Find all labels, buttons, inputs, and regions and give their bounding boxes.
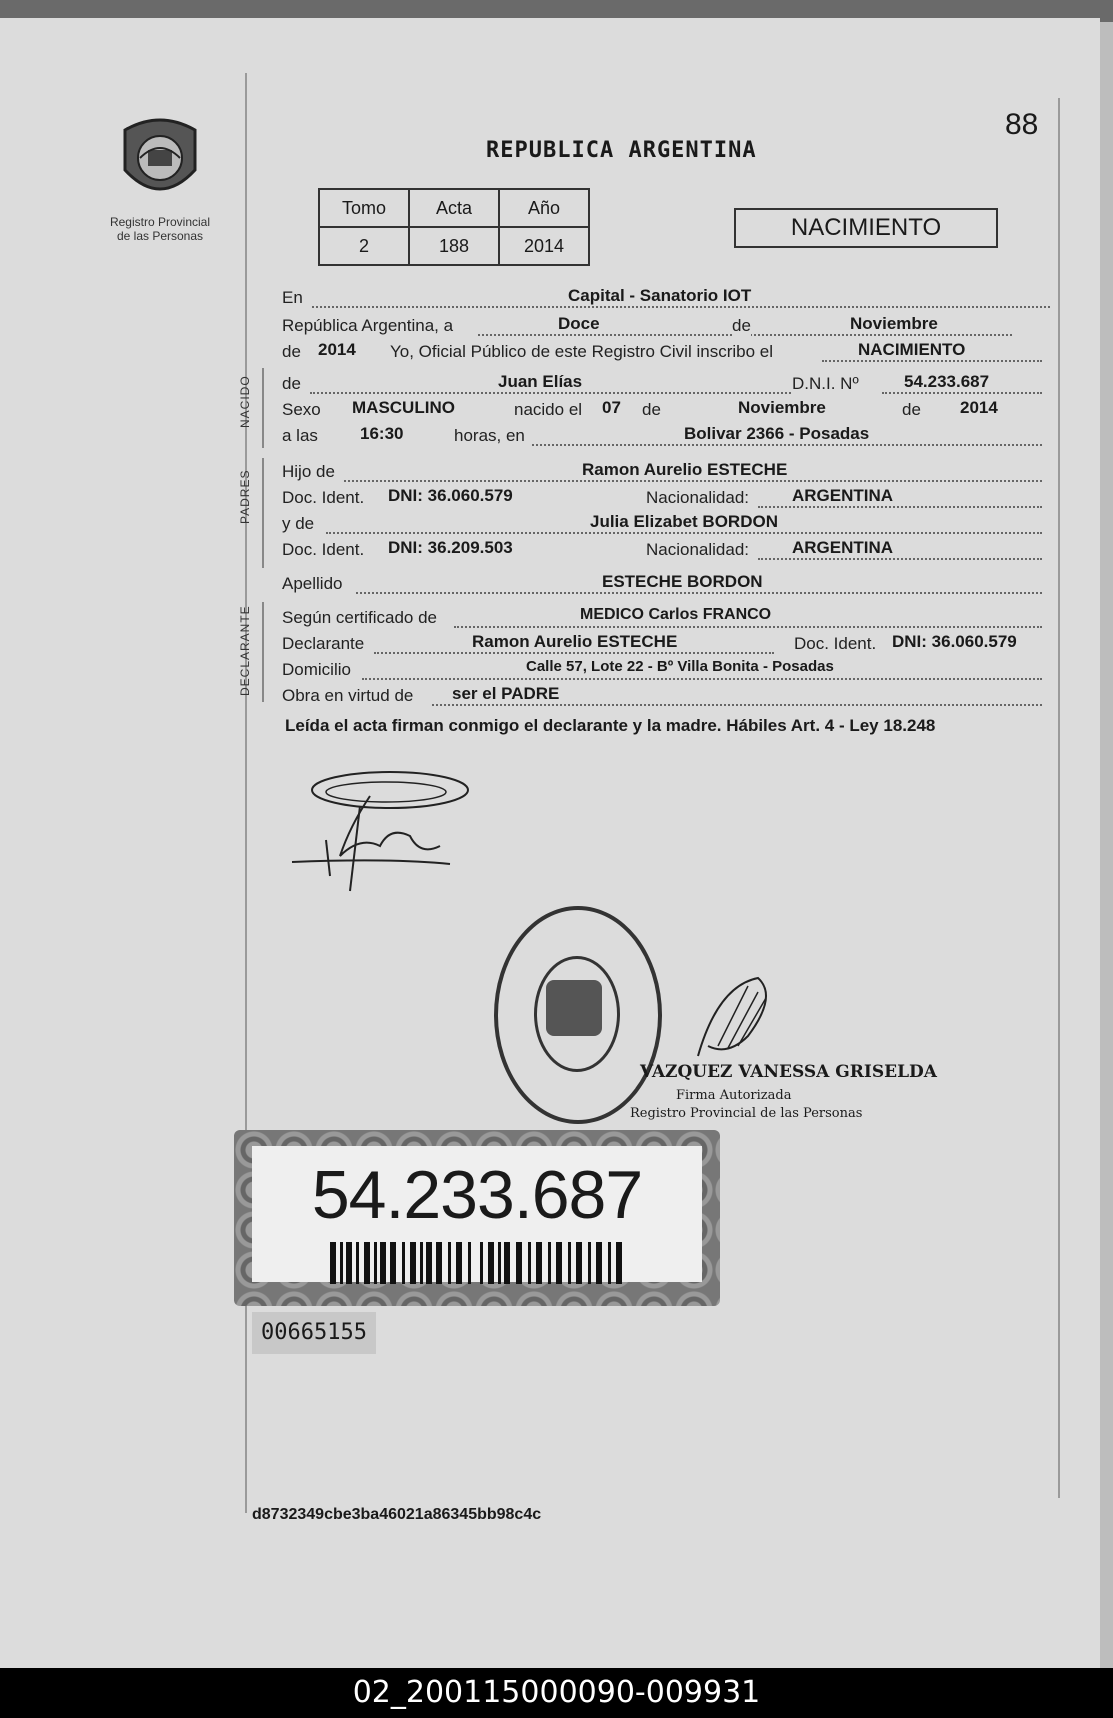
- de5-label: de: [902, 400, 921, 419]
- row-madre: [282, 514, 1032, 538]
- row-padre: [282, 462, 1032, 486]
- inscribe-value: NACIMIENTO: [858, 340, 966, 359]
- side-line-nacido: [262, 368, 264, 448]
- barcode-number: 54.233.687: [311, 1157, 643, 1233]
- right-margin-line: [1058, 98, 1060, 1498]
- apellido-value: ESTECHE BORDON: [602, 572, 763, 591]
- segun-label: Según certificado de: [282, 608, 437, 627]
- de2-label: de: [282, 342, 301, 361]
- stamp-emblem-icon: [546, 980, 602, 1036]
- obra-label: Obra en virtud de: [282, 686, 414, 705]
- dni-label: D.N.I. Nº: [792, 374, 859, 393]
- logo-org-line2: de las Personas: [116, 229, 204, 243]
- row-republica: [282, 316, 1032, 340]
- official-signature: [688, 976, 788, 1066]
- lugar-value: Bolivar 2366 - Posadas: [684, 424, 870, 443]
- horas-label: horas, en: [454, 426, 525, 445]
- register-value-anio: 2014: [499, 227, 589, 265]
- domicilio-label: Domicilio: [282, 660, 351, 679]
- register-header-tomo: Tomo: [319, 189, 409, 227]
- alas-label: a las: [282, 426, 318, 445]
- side-line-declarante: [262, 602, 264, 702]
- side-label-nacido: NACIDO: [238, 375, 252, 428]
- row-doc2: [282, 540, 1032, 564]
- republica-label: República Argentina, a: [282, 316, 454, 335]
- side-line-padres: [262, 458, 264, 568]
- hijo-label: Hijo de: [282, 462, 335, 481]
- row-apellido: [282, 574, 1032, 598]
- serial-number: 00665155: [252, 1312, 376, 1354]
- row-declarante: [282, 634, 1032, 658]
- row-nombre: [282, 374, 1032, 398]
- nac-anio: 2014: [960, 398, 998, 417]
- domicilio-value: Calle 57, Lote 22 - Bº Villa Bonita - Posadas: [526, 658, 834, 675]
- sexo-label: Sexo: [282, 400, 321, 419]
- register-header-acta: Acta: [409, 189, 499, 227]
- apellido-label: Apellido: [282, 574, 343, 593]
- sexo-value: MASCULINO: [352, 398, 455, 417]
- document-hash: d8732349cbe3ba46021a86345bb98c4c: [252, 1506, 542, 1523]
- register-table: [318, 188, 590, 266]
- row-segun: [282, 608, 1032, 632]
- provincial-seal-icon: [115, 110, 205, 210]
- declarante-label: Declarante: [282, 634, 365, 653]
- closing-statement: Leída el acta firman conmigo el declarante y la madre. Hábiles Art. 4 - Ley 18.248: [285, 716, 936, 735]
- side-label-declarante: DECLARANTE: [238, 605, 252, 696]
- nac-mes: Noviembre: [738, 398, 826, 417]
- act-type-box: NACIMIENTO: [734, 208, 998, 248]
- doc2-label: Doc. Ident.: [282, 540, 365, 559]
- doc3-value: DNI: 36.060.579: [892, 632, 1017, 651]
- doc2-value: DNI: 36.209.503: [388, 538, 513, 557]
- doc1-value: DNI: 36.060.579: [388, 486, 513, 505]
- official-name: VAZQUEZ VANESSA GRISELDA: [640, 1062, 937, 1082]
- nac2-label: Nacionalidad:: [646, 540, 750, 559]
- barcode-panel: [234, 1130, 720, 1306]
- row-sexo: [282, 400, 1032, 424]
- segun-value: MEDICO Carlos FRANCO: [580, 606, 772, 623]
- nombre-value: Juan Elías: [498, 372, 583, 391]
- declarant-signature: [290, 766, 490, 896]
- dni-value: 54.233.687: [904, 372, 990, 391]
- declarante-value: Ramon Aurelio ESTECHE: [472, 632, 678, 651]
- nac1-label: Nacionalidad:: [646, 488, 750, 507]
- mes-value: Noviembre: [850, 314, 938, 333]
- row-doc1: [282, 488, 1032, 512]
- nac2-value: ARGENTINA: [792, 538, 894, 557]
- registry-logo: [100, 110, 220, 243]
- doc3-label: Doc. Ident.: [794, 634, 877, 653]
- register-header-anio: Año: [499, 189, 589, 227]
- register-value-acta: 188: [409, 227, 499, 265]
- official-title: Firma Autorizada: [676, 1088, 792, 1103]
- row-en: [282, 288, 1032, 312]
- en-label: En: [282, 288, 303, 307]
- madre-value: Julia Elizabet BORDON: [590, 512, 778, 531]
- row-domicilio: [282, 660, 1032, 684]
- doc1-label: Doc. Ident.: [282, 488, 365, 507]
- row-obra: [282, 686, 1032, 710]
- barcode-bars: [330, 1242, 630, 1284]
- barcode-label: [252, 1146, 702, 1282]
- page-number: 88: [1005, 108, 1039, 141]
- row-inscribe: [282, 342, 1032, 366]
- yo-text: Yo, Oficial Público de este Registro Civil inscribo el: [390, 342, 773, 361]
- de-label: de: [732, 316, 751, 335]
- register-value-tomo: 2: [319, 227, 409, 265]
- de4-label: de: [642, 400, 661, 419]
- padre-value: Ramon Aurelio ESTECHE: [582, 460, 788, 479]
- row-hora: [282, 426, 1032, 450]
- dia-value: Doce: [558, 314, 600, 333]
- anio-value: 2014: [318, 340, 356, 359]
- nac1-value: ARGENTINA: [792, 486, 894, 505]
- en-value: Capital - Sanatorio IOT: [568, 286, 752, 305]
- obra-value: ser el PADRE: [452, 684, 560, 703]
- scan-footer-id: 02_200115000090-009931: [0, 1668, 1113, 1718]
- registry-stamp: [494, 906, 662, 1124]
- logo-org-line1: Registro Provincial: [109, 215, 211, 229]
- official-org: Registro Provincial de las Personas: [630, 1106, 863, 1121]
- header-title: REPUBLICA ARGENTINA: [486, 138, 757, 163]
- yde-label: y de: [282, 514, 315, 533]
- hora-value: 16:30: [360, 424, 404, 443]
- nac-dia: 07: [602, 398, 621, 417]
- side-label-padres: PADRES: [238, 469, 252, 524]
- nacido-label: nacido el: [514, 400, 583, 419]
- de3-label: de: [282, 374, 301, 393]
